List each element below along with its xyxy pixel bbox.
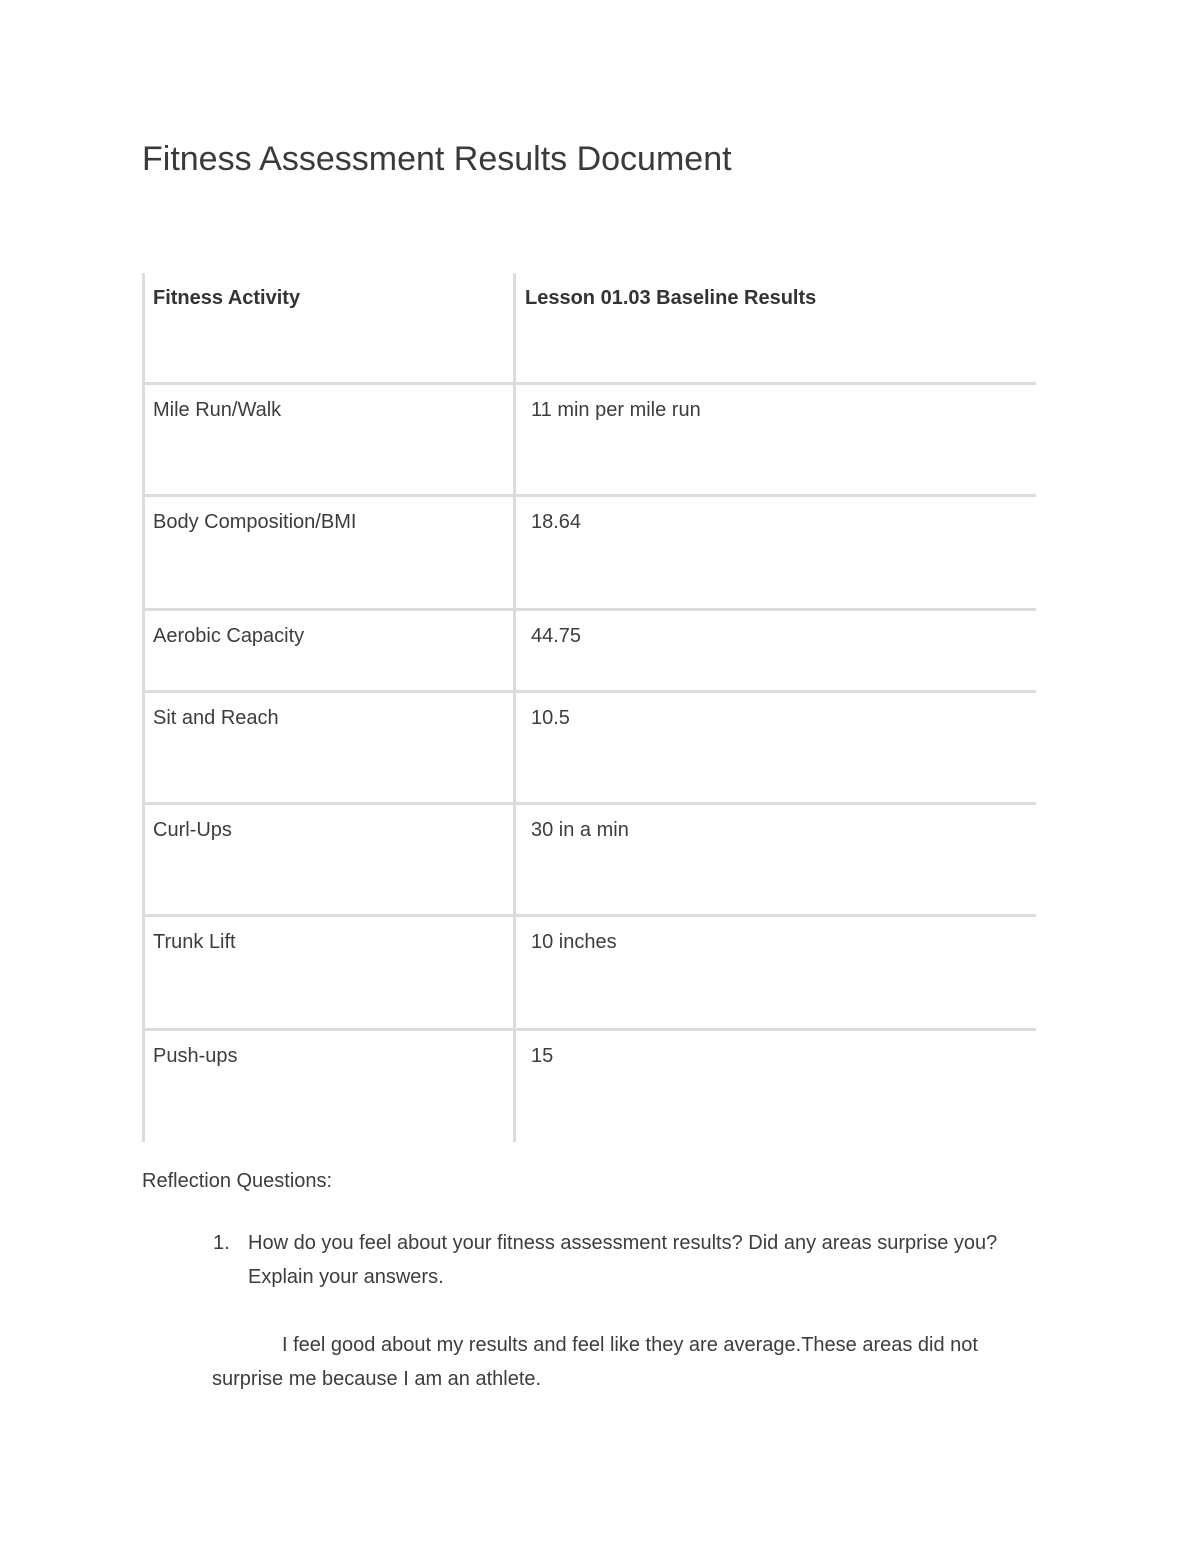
result-cell: 30 in a min (531, 819, 629, 841)
result-cell: 44.75 (531, 625, 582, 647)
result-cell: 15 (531, 1045, 554, 1067)
activity-cell: Trunk Lift (142, 917, 516, 1028)
table-row (142, 1031, 1036, 1142)
table-row (142, 385, 1036, 497)
activity-cell: Push-ups (142, 1031, 516, 1142)
fitness-results-table (142, 273, 1036, 1142)
table-header-row (142, 273, 1036, 385)
table-row (142, 497, 1036, 611)
table-row (142, 693, 1036, 805)
activity-cell: Body Composition/BMI (142, 497, 516, 608)
document-title: Fitness Assessment Results Document (142, 140, 732, 178)
header-baseline-results: Lesson 01.03 Baseline Results (525, 287, 817, 309)
activity-cell: Curl-Ups (142, 805, 516, 914)
list-item (213, 1226, 1033, 1294)
activity-cell: Mile Run/Walk (142, 385, 516, 494)
table-row (142, 611, 1036, 693)
table-row (142, 917, 1036, 1031)
reflection-heading: Reflection Questions: (142, 1170, 333, 1192)
result-cell: 10 inches (531, 931, 617, 953)
answer-text: I feel good about my results and feel like they are average.These areas did not surprise me because I am an athlete. (212, 1334, 978, 1390)
header-fitness-activity: Fitness Activity (142, 273, 516, 382)
question-list (213, 1226, 1033, 1294)
activity-cell: Sit and Reach (142, 693, 516, 802)
question-number: 1. (213, 1232, 230, 1254)
result-cell: 10.5 (531, 707, 570, 729)
question-text: How do you feel about your fitness assessment results? Did any areas surprise you? Explain your answers. (248, 1232, 998, 1288)
activity-cell: Aerobic Capacity (142, 611, 516, 690)
result-cell: 18.64 (531, 511, 582, 533)
table-row (142, 805, 1036, 917)
result-cell: 11 min per mile run (531, 399, 701, 421)
